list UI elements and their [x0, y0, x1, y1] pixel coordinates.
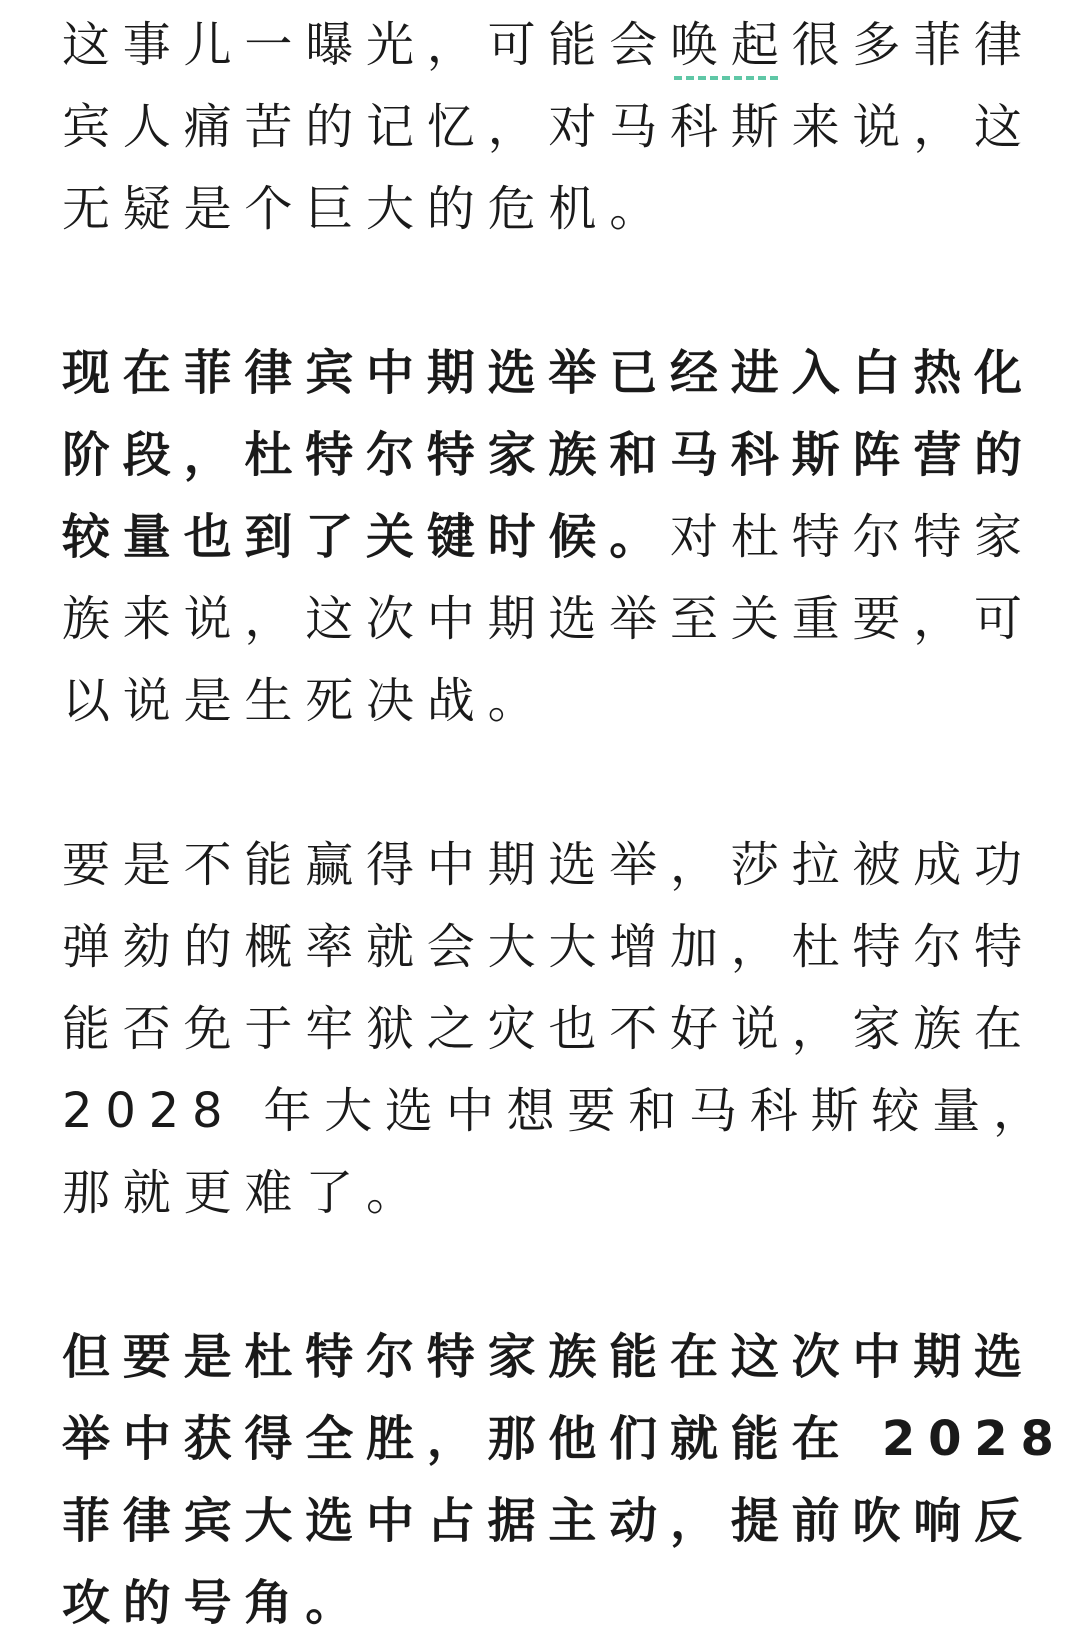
- paragraph-4: [62, 1316, 1067, 1644]
- bold-text-run: 较量也到了关键时候。: [62, 509, 671, 565]
- paragraph-line: 无疑是个巨大的危机。: [62, 181, 671, 237]
- paragraph-line: 宾人痛苦的记忆，对马科斯来说，这: [62, 99, 1035, 155]
- paragraph-3: [62, 824, 1054, 1234]
- paragraph-line-bold: 举中获得全胜，那他们就能在 2028: [62, 1411, 1067, 1467]
- paragraph-1: [62, 4, 1035, 250]
- highlighted-term[interactable]: 唤起: [670, 4, 792, 86]
- paragraph-line: 以说是生死决战。: [62, 673, 549, 729]
- paragraph-line-bold: 攻的号角。: [62, 1575, 367, 1631]
- paragraph-line: 要是不能赢得中期选举，莎拉被成功: [62, 837, 1035, 893]
- text-run: 这事儿一曝光，可能会: [62, 17, 671, 73]
- paragraph-line: [62, 4, 1035, 86]
- paragraph-line-bold: 现在菲律宾中期选举已经进入白热化: [62, 345, 1035, 401]
- paragraph-2: [62, 332, 1035, 742]
- paragraph-line: 能否免于牢狱之灾也不好说，家族在: [62, 1001, 1035, 1057]
- paragraph-line-bold: 阶段，杜特尔特家族和马科斯阵营的: [62, 427, 1035, 483]
- text-run: 很多菲律: [791, 17, 1035, 73]
- article-body: [62, 4, 1067, 1644]
- paragraph-line: [62, 496, 1035, 578]
- paragraph-line: 弹劾的概率就会大大增加，杜特尔特: [62, 919, 1035, 975]
- paragraph-line-bold: 但要是杜特尔特家族能在这次中期选: [62, 1329, 1035, 1385]
- text-run: 对杜特尔特家: [670, 509, 1035, 565]
- paragraph-line-bold: 菲律宾大选中占据主动，提前吹响反: [62, 1493, 1035, 1549]
- paragraph-line: 族来说，这次中期选举至关重要，可: [62, 591, 1035, 647]
- paragraph-line: 那就更难了。: [62, 1165, 427, 1221]
- paragraph-line: 2028 年大选中想要和马科斯较量，: [62, 1083, 1054, 1139]
